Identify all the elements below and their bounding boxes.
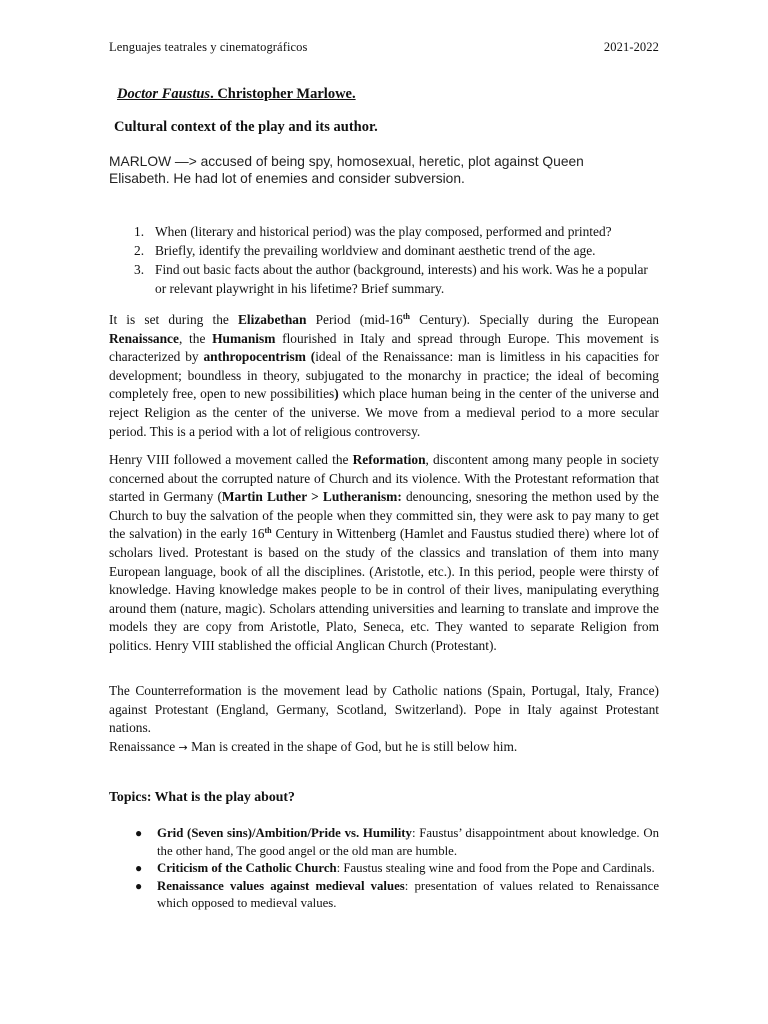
bold-term: Elizabethan (237, 312, 307, 327)
text-run: Man is created in the shape of God, but he is still below him. (187, 738, 518, 754)
text-run: denouncing, snesoring the methon used by the Church to buy the salvation of the people when they committed sin, they were ask to pay many to get the salvation) in the early 16 (109, 489, 659, 542)
text-run: Century in Wittenberg (Hamlet and Faustus studied there) where lot of scholars lived. Protestant is based on the study of the classics and translation of them into many European language, book of all the disciplines. (Aristotle, etc.). In this period, people were thirsty of knowledge. Having knowledge makes people to be in control of their lives, manipulating everything around them (nature, magic). Scholars attending universities and learning to translate and improve the models they are copy from Aristotle, Plato, Seneca, etc. They wanted to separate Religion from politics. Henry VIII stablished the official Anglican Church (Protestant). (109, 526, 659, 653)
section-heading-topics: Topics: What is the play about? (109, 789, 295, 804)
topic-item (135, 860, 659, 878)
text-run: Renaissance (109, 738, 179, 754)
text-run: The Counterreformation is the movement lead by Catholic nations (Spain, Portugal, Italy, France) against Protestant (England, Germany, Scotland, Switzerland). Pope in Italy against Protestant nations. (109, 683, 659, 736)
bold-term: anthropocentrism ( (203, 349, 316, 365)
topic-description: : Faustus’ disappointment about knowledge. On the other hand, The good angel or the old man are humble. (157, 826, 659, 858)
bullet-icon: ● (135, 826, 143, 840)
bold-term: Martin Luther (221, 489, 307, 505)
academic-year: 2021-2022 (603, 40, 659, 54)
question-number: 1. (134, 224, 145, 239)
text-run: It is set during the (109, 312, 238, 327)
question-number: 3. (134, 262, 145, 277)
topic-description: : presentation of values related to Renaissance which opposed to medieval values. (157, 878, 659, 910)
text-run: Century). Specially during the European (409, 312, 660, 327)
paragraph-reformation (109, 451, 659, 656)
text-run: , discontent among many people in society concerned about the corrupted nature of Church and its violence. With the Protestant reformation that started in Germany ( (109, 452, 659, 505)
document-title (117, 86, 356, 103)
section-heading-cultural-context: Cultural context of the play and its author. (114, 119, 378, 135)
marlow-note: MARLOW —> accused of being spy, homosexual, heretic, plot against Queen Elisabeth. He had lot of enemies and consider subversion. (109, 154, 584, 186)
question-item (134, 222, 659, 241)
topic-term: Renaissance values against medieval values (157, 878, 405, 893)
paragraph-elizabethan-period (109, 311, 659, 441)
question-text: Find out basic facts about the author (background, interests) and his work. Was he a popular or relevant playwright in his lifetime? Brief summary. (155, 262, 648, 296)
topic-description: : Faustus stealing wine and food from the Pope and Cardinals. (336, 861, 655, 875)
text-run: Period (mid-16 (306, 312, 403, 327)
right-arrow-icon: → (178, 740, 188, 754)
question-text: Briefly, identify the prevailing worldview and dominant aesthetic trend of the age. (155, 243, 596, 258)
course-name: Lenguajes teatrales y cinematográficos (109, 40, 308, 54)
bold-term: > (306, 489, 323, 505)
bullet-icon: ● (135, 861, 143, 875)
page-header (109, 40, 659, 60)
bold-term: Renaissance (109, 330, 179, 346)
questions-list (134, 222, 659, 298)
topic-item (135, 878, 659, 913)
bold-term: Lutheranism: (322, 489, 402, 505)
text-run: which place human being in the center of the universe and reject Religion as the center of the universe. We move from a medieval period to a more secular period. This is a period with a lot of religious controversy. (109, 386, 660, 439)
question-item (134, 260, 659, 298)
question-number: 2. (134, 243, 145, 258)
topic-term: Criticism of the Catholic Church (157, 861, 337, 875)
topic-item (135, 825, 659, 860)
paragraph-counterreformation (109, 682, 659, 757)
text-run: Henry VIII followed a movement called the (109, 452, 353, 467)
topics-list (135, 825, 659, 913)
superscript: th (402, 312, 410, 321)
text-run: , the (178, 330, 213, 346)
question-text: When (literary and historical period) was the play composed, performed and printed? (155, 224, 612, 239)
bold-term: Humanism (212, 330, 276, 346)
work-title: Doctor Faustus (117, 86, 211, 102)
text-run: flourished in Italy and spread through Europe. This movement is characterized by (109, 330, 659, 365)
bold-term: ) (334, 386, 339, 402)
question-item (134, 241, 659, 260)
superscript: th (264, 526, 272, 536)
bullet-icon: ● (135, 878, 143, 893)
author-name: Christopher Marlowe. (217, 86, 356, 102)
topic-term: Grid (Seven sins)/Ambition/Pride vs. Humility (157, 826, 412, 840)
bold-term: Reformation (352, 452, 426, 467)
title-separator: . (210, 86, 218, 102)
text-run: ideal of the Renaissance: man is limitless in his capacities for development; boundless in theory, subjugated to the monarchy in practice; the ideal of becoming completely free, open to new possibilities (109, 349, 659, 402)
